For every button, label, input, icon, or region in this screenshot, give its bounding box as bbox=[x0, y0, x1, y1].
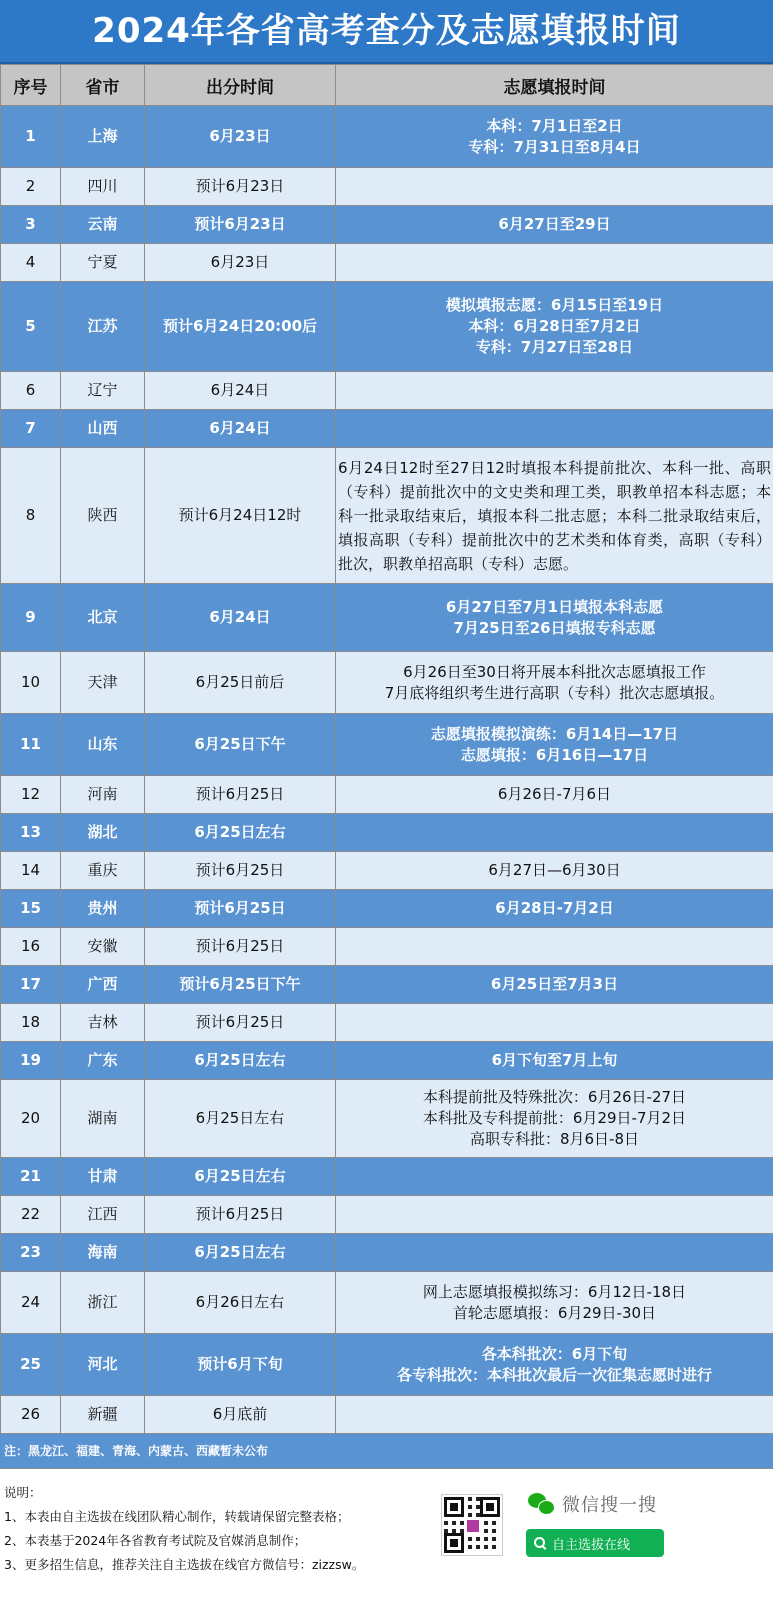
table-row bbox=[1, 410, 773, 448]
page-title: 2024年各省高考查分及志愿填报时间 bbox=[0, 0, 773, 64]
fill-time-line: 高职专科批：8月6日-8日 bbox=[469, 1130, 640, 1148]
fill-time-line: 各本科批次：6月下旬 bbox=[481, 1344, 628, 1363]
cell-fill-time bbox=[336, 652, 773, 714]
fill-time-line: 7月25日至26日填报专科志愿 bbox=[453, 618, 656, 637]
table-row bbox=[1, 776, 773, 814]
cell-province: 陕西 bbox=[61, 448, 145, 584]
cell-province: 海南 bbox=[61, 1234, 145, 1272]
table-row bbox=[1, 1196, 773, 1234]
cell-no: 2 bbox=[1, 168, 61, 206]
fill-time-line: 网上志愿填报模拟练习：6月12日-18日 bbox=[422, 1282, 687, 1301]
cell-province: 江西 bbox=[61, 1196, 145, 1234]
fill-time-line: 本科：6月28日至7月2日 bbox=[468, 317, 641, 335]
cell-score-time: 预计6月24日20:00后 bbox=[145, 282, 336, 372]
cell-score-time: 6月25日左右 bbox=[145, 1042, 336, 1080]
cell-score-time: 6月25日左右 bbox=[145, 814, 336, 852]
cell-score-time: 预计6月25日 bbox=[145, 852, 336, 890]
wechat-search-button[interactable] bbox=[526, 1529, 664, 1557]
cell-province: 广西 bbox=[61, 966, 145, 1004]
cell-fill-time bbox=[336, 928, 773, 966]
notes bbox=[4, 1481, 364, 1577]
qr-code-icon bbox=[442, 1495, 502, 1555]
cell-no: 11 bbox=[1, 714, 61, 776]
cell-fill-time bbox=[336, 1272, 773, 1334]
cell-fill-time bbox=[336, 814, 773, 852]
cell-province: 浙江 bbox=[61, 1272, 145, 1334]
cell-fill-time bbox=[336, 1004, 773, 1042]
cell-province: 吉林 bbox=[61, 1004, 145, 1042]
cell-no: 3 bbox=[1, 206, 61, 244]
cell-score-time: 6月25日前后 bbox=[145, 652, 336, 714]
cell-fill-time bbox=[336, 244, 773, 282]
cell-no: 19 bbox=[1, 1042, 61, 1080]
cell-no: 21 bbox=[1, 1158, 61, 1196]
cell-fill-time bbox=[336, 584, 773, 652]
cell-score-time: 6月24日 bbox=[145, 410, 336, 448]
cell-province: 贵州 bbox=[61, 890, 145, 928]
cell-fill-time bbox=[336, 1334, 773, 1396]
cell-fill-time bbox=[336, 966, 773, 1004]
cell-no: 17 bbox=[1, 966, 61, 1004]
table-row bbox=[1, 206, 773, 244]
cell-score-time: 6月底前 bbox=[145, 1396, 336, 1434]
cell-score-time: 预计6月25日 bbox=[145, 1196, 336, 1234]
cell-score-time: 预计6月25日 bbox=[145, 928, 336, 966]
cell-province: 甘肃 bbox=[61, 1158, 145, 1196]
table-row bbox=[1, 448, 773, 584]
fill-time-line: 志愿填报：6月16日—17日 bbox=[460, 745, 649, 764]
fill-time-line: 志愿填报模拟演练：6月14日—17日 bbox=[430, 724, 679, 743]
cell-no: 1 bbox=[1, 106, 61, 168]
cell-score-time: 6月26日左右 bbox=[145, 1272, 336, 1334]
cell-province: 湖南 bbox=[61, 1080, 145, 1158]
cell-score-time: 6月25日左右 bbox=[145, 1080, 336, 1158]
table-row bbox=[1, 1396, 773, 1434]
cell-fill-time bbox=[336, 106, 773, 168]
cell-score-time: 6月25日下午 bbox=[145, 714, 336, 776]
table-row bbox=[1, 1234, 773, 1272]
fill-time-line: 首轮志愿填报：6月29日-30日 bbox=[452, 1303, 657, 1322]
table-row bbox=[1, 1004, 773, 1042]
footer bbox=[0, 1469, 773, 1605]
cell-fill-time bbox=[336, 1080, 773, 1158]
cell-score-time: 预计6月下旬 bbox=[145, 1334, 336, 1396]
cell-score-time: 预计6月25日 bbox=[145, 776, 336, 814]
cell-fill-time bbox=[336, 890, 773, 928]
table-row bbox=[1, 282, 773, 372]
cell-fill-time bbox=[336, 282, 773, 372]
fill-time-line: 7月底将组织考生进行高职（专科）批次志愿填报。 bbox=[384, 683, 725, 702]
cell-score-time: 6月25日左右 bbox=[145, 1158, 336, 1196]
table-header-row bbox=[1, 65, 773, 106]
cell-score-time: 6月24日 bbox=[145, 584, 336, 652]
cell-score-time: 预计6月25日 bbox=[145, 1004, 336, 1042]
cell-score-time: 6月25日左右 bbox=[145, 1234, 336, 1272]
header-province: 省市 bbox=[61, 65, 145, 106]
cell-fill-time bbox=[336, 168, 773, 206]
cell-fill-time bbox=[336, 206, 773, 244]
fill-time-line: 各专科批次：本科批次最后一次征集志愿时进行 bbox=[396, 1365, 712, 1384]
cell-no: 4 bbox=[1, 244, 61, 282]
cell-no: 10 bbox=[1, 652, 61, 714]
header-no: 序号 bbox=[1, 65, 61, 106]
cell-province: 山东 bbox=[61, 714, 145, 776]
fill-time-line: 本科提前批及特殊批次：6月26日-27日 bbox=[422, 1088, 687, 1106]
cell-province: 河南 bbox=[61, 776, 145, 814]
cell-no: 6 bbox=[1, 372, 61, 410]
fill-time-line: 6月下旬至7月上旬 bbox=[491, 1051, 618, 1069]
table-row bbox=[1, 890, 773, 928]
cell-fill-time bbox=[336, 448, 773, 584]
cell-fill-time bbox=[336, 1396, 773, 1434]
table-row bbox=[1, 928, 773, 966]
cell-no: 25 bbox=[1, 1334, 61, 1396]
cell-no: 8 bbox=[1, 448, 61, 584]
cell-no: 14 bbox=[1, 852, 61, 890]
wechat-search-text: 自主选拔在线 bbox=[552, 1537, 631, 1553]
fill-time-line: 6月27日至7月1日填报本科志愿 bbox=[445, 597, 664, 616]
wechat-label: 微信搜一搜 bbox=[562, 1495, 657, 1516]
cell-no: 20 bbox=[1, 1080, 61, 1158]
table-row bbox=[1, 106, 773, 168]
cell-no: 22 bbox=[1, 1196, 61, 1234]
header-fill-time: 志愿填报时间 bbox=[336, 65, 773, 106]
cell-fill-time bbox=[336, 1196, 773, 1234]
notes-item: 2、本表基于2024年各省教育考试院及官媒消息制作； bbox=[4, 1533, 307, 1548]
cell-province: 云南 bbox=[61, 206, 145, 244]
cell-province: 广东 bbox=[61, 1042, 145, 1080]
cell-province: 重庆 bbox=[61, 852, 145, 890]
footnote: 注：黑龙江、福建、青海、内蒙古、西藏暂未公布 bbox=[0, 1434, 773, 1469]
fill-time-line: 本科批及专科提前批：6月29日-7月2日 bbox=[422, 1109, 687, 1127]
table-body bbox=[1, 106, 773, 1434]
cell-score-time: 预计6月23日 bbox=[145, 206, 336, 244]
cell-no: 23 bbox=[1, 1234, 61, 1272]
fill-time-line: 模拟填报志愿：6月15日至19日 bbox=[445, 296, 664, 314]
cell-province: 山西 bbox=[61, 410, 145, 448]
cell-no: 16 bbox=[1, 928, 61, 966]
cell-province: 湖北 bbox=[61, 814, 145, 852]
table-row bbox=[1, 1334, 773, 1396]
cell-score-time: 预计6月24日12时 bbox=[145, 448, 336, 584]
table-row bbox=[1, 966, 773, 1004]
cell-province: 安徽 bbox=[61, 928, 145, 966]
table-row bbox=[1, 1080, 773, 1158]
cell-fill-time bbox=[336, 852, 773, 890]
cell-fill-time bbox=[336, 1042, 773, 1080]
table-row bbox=[1, 1272, 773, 1334]
fill-time-line: 6月25日至7月3日 bbox=[490, 975, 619, 993]
cell-fill-time bbox=[336, 714, 773, 776]
notes-item: 1、本表由自主选拔在线团队精心制作，转载请保留完整表格； bbox=[4, 1509, 350, 1524]
fill-time-line: 6月24日12时至27日12时填报本科提前批次、本科一批、高职（专科）提前批次中的文史类和理工类，职教单招本科志愿；本科一批录取结束后，填报本科二批志愿；本科二批录取结束后，填报高职（专科）提前批次中的艺术类和体育类，高职（专科）批次，职教单招高职（专科）志愿。 bbox=[338, 458, 771, 573]
cell-score-time: 预计6月25日下午 bbox=[145, 966, 336, 1004]
cell-score-time: 预计6月25日 bbox=[145, 890, 336, 928]
header-score-time: 出分时间 bbox=[145, 65, 336, 106]
table-row bbox=[1, 1042, 773, 1080]
cell-score-time: 6月24日 bbox=[145, 372, 336, 410]
fill-time-line: 本科：7月1日至2日 bbox=[486, 116, 623, 135]
table-row bbox=[1, 852, 773, 890]
table-row bbox=[1, 244, 773, 282]
cell-province: 江苏 bbox=[61, 282, 145, 372]
cell-province: 宁夏 bbox=[61, 244, 145, 282]
cell-no: 13 bbox=[1, 814, 61, 852]
table-row bbox=[1, 814, 773, 852]
table-row bbox=[1, 168, 773, 206]
cell-province: 上海 bbox=[61, 106, 145, 168]
cell-score-time: 预计6月23日 bbox=[145, 168, 336, 206]
fill-time-line: 6月28日-7月2日 bbox=[495, 899, 614, 917]
cell-score-time: 6月23日 bbox=[145, 244, 336, 282]
fill-time-line: 6月26日-7月6日 bbox=[497, 785, 612, 803]
cell-province: 天津 bbox=[61, 652, 145, 714]
cell-no: 26 bbox=[1, 1396, 61, 1434]
table-row bbox=[1, 584, 773, 652]
cell-no: 18 bbox=[1, 1004, 61, 1042]
cell-fill-time bbox=[336, 1158, 773, 1196]
cell-score-time: 6月23日 bbox=[145, 106, 336, 168]
cell-province: 河北 bbox=[61, 1334, 145, 1396]
notes-item: 3、更多招生信息，推荐关注自主选拔在线官方微信号：zizzsw。 bbox=[4, 1557, 365, 1572]
fill-time-line: 专科：7月27日至28日 bbox=[475, 338, 634, 356]
table-row bbox=[1, 652, 773, 714]
table-row bbox=[1, 714, 773, 776]
cell-fill-time bbox=[336, 372, 773, 410]
cell-no: 9 bbox=[1, 584, 61, 652]
fill-time-line: 6月26日至30日将开展本科批次志愿填报工作 bbox=[403, 662, 706, 681]
wechat-icon bbox=[528, 1493, 554, 1515]
fill-time-line: 6月27日至29日 bbox=[498, 215, 611, 233]
table-row bbox=[1, 1158, 773, 1196]
cell-province: 北京 bbox=[61, 584, 145, 652]
cell-province: 辽宁 bbox=[61, 372, 145, 410]
wechat-search-label bbox=[528, 1491, 657, 1517]
table-row bbox=[1, 372, 773, 410]
cell-no: 15 bbox=[1, 890, 61, 928]
cell-no: 24 bbox=[1, 1272, 61, 1334]
schedule-table bbox=[0, 64, 773, 1434]
fill-time-line: 专科：7月31日至8月4日 bbox=[468, 137, 641, 156]
cell-fill-time bbox=[336, 776, 773, 814]
fill-time-line: 6月27日—6月30日 bbox=[488, 861, 621, 879]
cell-province: 新疆 bbox=[61, 1396, 145, 1434]
cell-fill-time bbox=[336, 410, 773, 448]
notes-heading: 说明： bbox=[4, 1485, 42, 1500]
cell-no: 12 bbox=[1, 776, 61, 814]
cell-no: 7 bbox=[1, 410, 61, 448]
cell-no: 5 bbox=[1, 282, 61, 372]
cell-province: 四川 bbox=[61, 168, 145, 206]
search-icon bbox=[534, 1537, 546, 1549]
cell-fill-time bbox=[336, 1234, 773, 1272]
